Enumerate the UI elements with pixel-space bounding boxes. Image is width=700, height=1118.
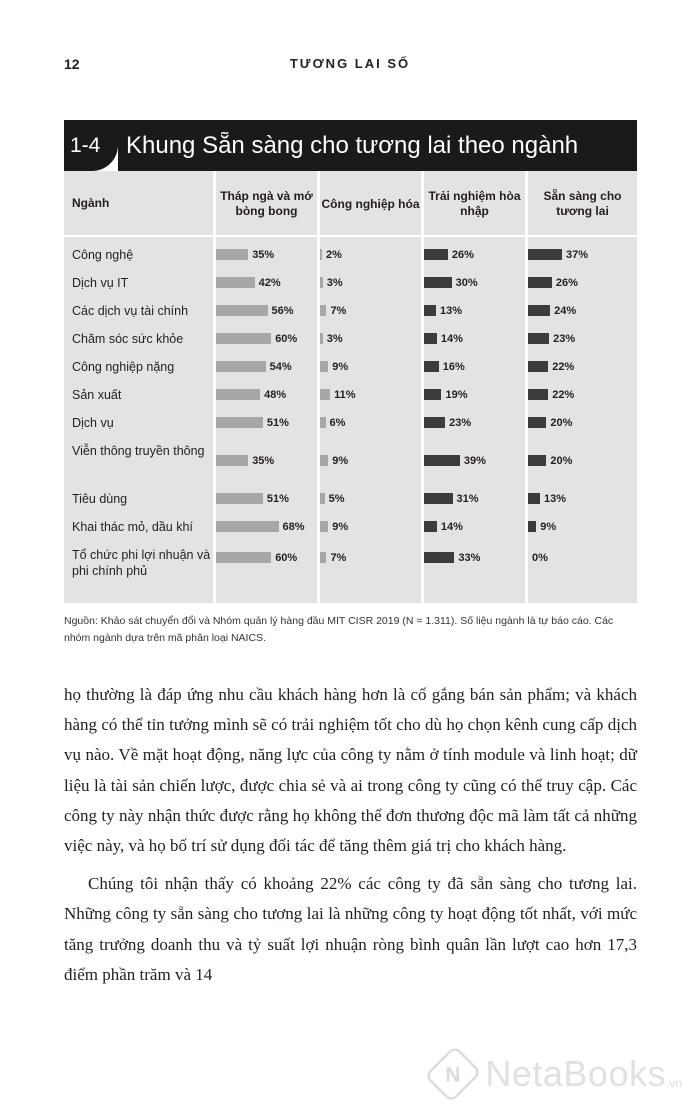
figure-number: 1-4: [64, 120, 118, 171]
bar-integrated: [424, 333, 437, 344]
bar-silo: [216, 417, 263, 428]
industry-label: Sản xuất: [72, 388, 122, 402]
value-label-integrated: 14%: [440, 521, 463, 533]
bar-ready: [528, 521, 536, 532]
column-header-integrated: Trải nghiệm hòa nhập: [428, 189, 521, 218]
value-label-industrialized: 9%: [332, 361, 349, 373]
body-paragraph: họ thường là đáp ứng nhu cầu khách hàng hơn là cố gắng bán sản phẩm; và khách hàng có thể tin tưởng mình sẽ có trải nghiệm tốt cho dù họ chọn kênh cung cấp dịch vụ nào. Về mặt hoạt động, năng lực của công ty nằm ở tính module và linh hoạt; dữ liệu là tài sản chiến lược, được chia sẻ và ai trong công ty cũng có thể truy cập. Các công ty này nhận thức được rằng họ không thể đơn thương độc mã làm tất cả những việc này, và họ bố trí sử dụng đối tác để tăng thêm giá trị cho khách hàng.: [64, 685, 637, 856]
value-label-integrated: 31%: [456, 493, 479, 505]
bar-silo: [216, 249, 248, 260]
value-label-silo: 60%: [275, 552, 298, 564]
value-label-industrialized: 9%: [332, 521, 349, 533]
bar-integrated: [424, 277, 452, 288]
body-paragraph: Chúng tôi nhận thấy có khoảng 22% các công ty đã sẵn sàng cho tương lai. Những công ty sẵn sàng cho tương lai là những công ty hoạt động tốt nhất, với mức tăng trưởng doanh thu và tỷ suất lợi nhuận ròng bình quân lần lượt cao hơn 17,3 điểm phần trăm và 14: [64, 874, 637, 984]
value-label-ready: 22%: [552, 389, 575, 401]
value-label-industrialized: 5%: [328, 493, 345, 505]
industry-label: Tổ chức phi lợi nhuận và phi chính phủ: [72, 548, 211, 578]
bar-industrialized: [320, 333, 323, 344]
bar-silo: [216, 521, 279, 532]
bar-ready: [528, 417, 546, 428]
header-divider: [64, 235, 637, 237]
bar-silo: [216, 552, 271, 563]
bar-industrialized: [320, 305, 326, 316]
bar-industrialized: [320, 521, 328, 532]
bar-silo: [216, 305, 268, 316]
value-label-silo: 51%: [266, 417, 289, 429]
figure-title: Khung Sẵn sàng cho tương lai theo ngành: [126, 132, 579, 159]
bar-silo: [216, 389, 260, 400]
value-label-integrated: 14%: [440, 333, 463, 345]
value-label-ready: 26%: [555, 277, 578, 289]
netabooks-watermark: [429, 1046, 682, 1102]
value-label-industrialized: 2%: [326, 249, 342, 261]
value-label-integrated: 16%: [442, 361, 465, 373]
bar-integrated: [424, 417, 445, 428]
industry-label: Chăm sóc sức khỏe: [72, 332, 184, 346]
industry-label: Khai thác mỏ, dầu khí: [72, 520, 193, 534]
bar-integrated: [424, 455, 460, 466]
bar-ready: [528, 389, 548, 400]
bar-integrated: [424, 521, 437, 532]
value-label-ready: 0%: [532, 552, 548, 564]
value-label-integrated: 33%: [458, 552, 481, 564]
bar-integrated: [424, 305, 436, 316]
bar-industrialized: [320, 455, 328, 466]
value-label-industrialized: 9%: [332, 455, 349, 467]
bar-industrialized: [320, 552, 326, 563]
bar-industrialized: [320, 389, 330, 400]
industry-label: Công nghệ: [72, 248, 134, 262]
value-label-industrialized: 7%: [330, 552, 347, 564]
bar-silo: [216, 277, 255, 288]
bar-integrated: [424, 552, 454, 563]
bar-industrialized: [320, 493, 325, 504]
value-label-industrialized: 6%: [329, 417, 346, 429]
bar-silo: [216, 361, 266, 372]
value-label-ready: 13%: [543, 493, 566, 505]
value-label-silo: 42%: [258, 277, 281, 289]
bar-ready: [528, 455, 546, 466]
value-label-ready: 37%: [566, 249, 589, 261]
value-label-ready: 23%: [553, 333, 576, 345]
watermark-suffix: .vn: [665, 1076, 682, 1090]
value-label-silo: 60%: [275, 333, 298, 345]
industry-column-header: Ngành: [72, 196, 110, 210]
value-label-silo: 35%: [252, 455, 275, 467]
bar-ready: [528, 361, 548, 372]
column-header-silo: Tháp ngà và mớ bòng bong: [220, 189, 313, 218]
running-title: TƯƠNG LAI SỐ: [289, 56, 411, 71]
bar-ready: [528, 493, 540, 504]
value-label-ready: 20%: [550, 455, 573, 467]
figure-source-note: Nguồn: Khảo sát chuyển đổi và Nhóm quản lý hàng đầu MIT CISR 2019 (N = 1.311). Số liệu ngành là tự báo cáo. Các nhóm ngành dựa trên mã phân loại NAICS.: [64, 615, 614, 644]
bar-industrialized: [320, 361, 328, 372]
value-label-integrated: 19%: [445, 389, 468, 401]
netabooks-logo-icon: [425, 1045, 483, 1103]
value-label-integrated: 30%: [455, 277, 478, 289]
value-label-silo: 51%: [266, 493, 289, 505]
bar-ready: [528, 333, 549, 344]
value-label-integrated: 39%: [463, 455, 486, 467]
value-label-ready: 24%: [554, 305, 577, 317]
value-label-industrialized: 3%: [326, 277, 343, 289]
value-label-integrated: 23%: [449, 417, 472, 429]
bar-ready: [528, 249, 562, 260]
bar-integrated: [424, 361, 439, 372]
bar-industrialized: [320, 249, 322, 260]
value-label-industrialized: 3%: [326, 333, 343, 345]
bar-industrialized: [320, 277, 323, 288]
value-label-ready: 9%: [540, 521, 557, 533]
value-label-silo: 48%: [264, 389, 287, 401]
value-label-industrialized: 7%: [330, 305, 347, 317]
industry-label: Các dịch vụ tài chính: [72, 304, 189, 318]
industry-label: Dịch vụ IT: [72, 276, 129, 290]
column-header-industrialized: Công nghiệp hóa: [321, 196, 420, 211]
industry-label: Tiêu dùng: [72, 492, 128, 506]
value-label-integrated: 26%: [451, 249, 474, 261]
page-header: [0, 56, 700, 78]
bar-integrated: [424, 389, 441, 400]
bar-integrated: [424, 249, 448, 260]
industry-label: Viễn thông truyền thông: [72, 444, 205, 458]
value-label-ready: 20%: [550, 417, 573, 429]
bar-industrialized: [320, 417, 326, 428]
page-number: 12: [64, 56, 80, 72]
value-label-industrialized: 11%: [334, 389, 356, 401]
watermark-brand: NetaBooks: [485, 1053, 666, 1094]
body-text: [64, 680, 637, 990]
value-label-silo: 56%: [271, 305, 294, 317]
value-label-integrated: 13%: [439, 305, 462, 317]
bar-ready: [528, 305, 550, 316]
value-label-silo: 68%: [282, 521, 305, 533]
industry-chart: [64, 171, 637, 603]
value-label-silo: 35%: [252, 249, 275, 261]
bar-silo: [216, 333, 271, 344]
bar-integrated: [424, 493, 453, 504]
bar-silo: [216, 455, 248, 466]
value-label-ready: 22%: [552, 361, 575, 373]
figure-title-bar: [64, 120, 637, 171]
bar-silo: [216, 493, 263, 504]
column-header-ready: Sẵn sàng cho tương lai: [543, 189, 622, 218]
logo-letter: N: [445, 1061, 461, 1086]
value-label-silo: 54%: [269, 361, 292, 373]
industry-label: Dịch vụ: [72, 416, 114, 430]
industry-label: Công nghiệp nặng: [72, 360, 175, 374]
bar-ready: [528, 277, 552, 288]
